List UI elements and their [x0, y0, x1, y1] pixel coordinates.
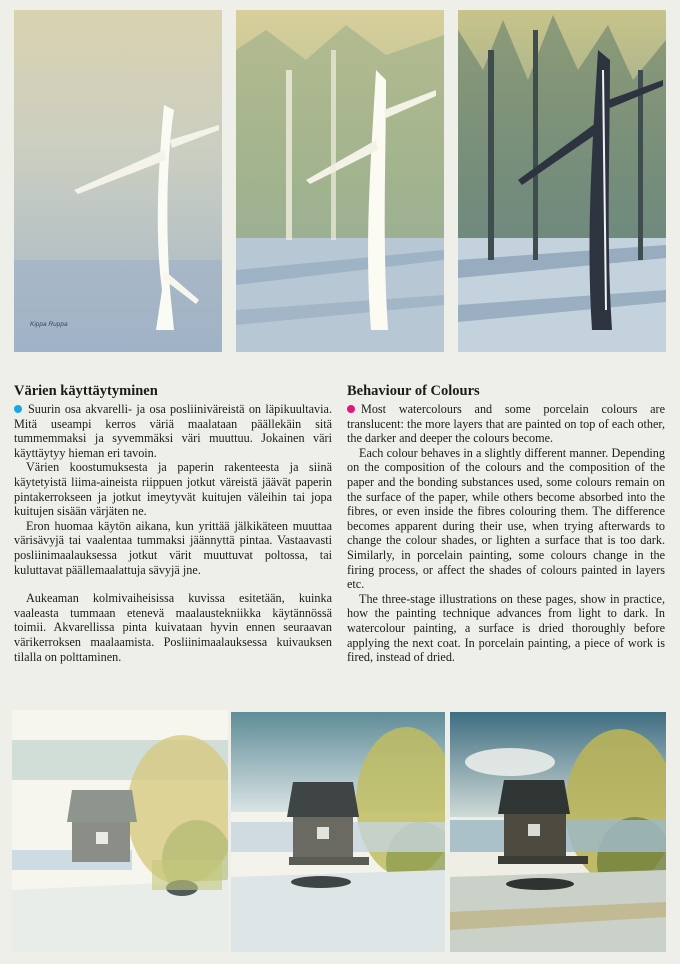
cabin-painting-stage-3 — [450, 712, 666, 952]
english-paragraph-1 — [347, 402, 665, 446]
english-paragraph-1-text: Most watercolours and some porcelain colours are translucent: the more layers that are painted on top of each other, the darker and deeper the colours become. — [347, 402, 665, 446]
english-paragraph-3: The three-stage illustrations on these pages, show in practice, how the painting technique advances from light to dark. In watercolour painting, a surface is dried thoroughly before applying the next coat. In porcelain painting, a piece of work is fired, instead of dried. — [347, 591, 665, 665]
cabin-stage-1-image — [12, 710, 228, 952]
finnish-paragraph-4: Aukeaman kolmivaiheisissa kuvissa esitetään, kuinka vaaleasta tummaan etenevä maalaustekniikka käytännössä toimii. Akvarellissa pinta kuivataan hyvin ennen seuraavan värikerroksen maalaamista. Posliinimaalauksessa kuivauksen tilalla on polttaminen. — [14, 591, 332, 664]
cabin-painting-stage-1 — [12, 710, 228, 952]
winter-painting-stage-3 — [458, 10, 666, 352]
winter-stage-2-image — [236, 10, 444, 352]
winter-painting-stage-2 — [236, 10, 444, 352]
finnish-paragraph-1 — [14, 402, 332, 460]
cabin-stage-3-image — [450, 712, 666, 952]
finnish-paragraph-2: Värien koostumuksesta ja paperin rakenteesta ja siinä käytetyistä liima-aineista riippuen jotkut väreistä jäävät paperin pintakerrokseen ja jotkut imeytyvät kuitujen väleihin tai jopa kuitujen sisään värjäten ne. — [14, 460, 332, 519]
english-paragraph-2: Each colour behaves in a slightly different manner. Depending on the composition of the colours and the composition of the paper and the bonding substances used, some colours remain on the surface of the paper, while others become absorbed into the fibres, or even inside the fibres colouring them. The difference becomes apparent during their use, when trying afterwards to change the colour shades, or lighten a surface that is too dark. Similarly, in porcelain painting, some colours change in the firing process, or affect the shades of colours painted in layers etc. — [347, 445, 665, 592]
english-text-column — [347, 383, 665, 665]
cabin-stage-2-image — [231, 712, 445, 952]
cyan-bullet-icon — [14, 405, 22, 413]
winter-stage-1-image — [14, 10, 222, 352]
finnish-text-column — [14, 383, 332, 664]
finnish-paragraph-3: Eron huomaa käytön aikana, kun yrittää jälkikäteen muuttaa värisävyjä tai vaalentaa tummaksi jäännyttä pintaa. Vastaavasti posliinimaalauksessa jotkut värit muuttuvat poltossa, tai kuluttavat päällemaalattuja sävyjä jne. — [14, 518, 332, 577]
finnish-heading: Värien käyttäytyminen — [14, 383, 158, 399]
magenta-bullet-icon — [347, 405, 355, 413]
cabin-painting-stage-2 — [231, 712, 445, 952]
finnish-paragraph-1-text: Suurin osa akvarelli- ja osa posliiniväreistä on läpikuultavia. Mitä useampi kerros väriä maalataan päällekäin sitä tummemmaksi ja syvemmäksi väri muuttuu. Jokainen väri käyttäytyy hieman eri tavoin. — [14, 402, 332, 460]
winter-painting-stage-1 — [14, 10, 222, 352]
winter-stage-3-image — [458, 10, 666, 352]
english-heading: Behaviour of Colours — [347, 383, 480, 399]
artist-signature: Kippa Ruppa — [30, 321, 68, 328]
